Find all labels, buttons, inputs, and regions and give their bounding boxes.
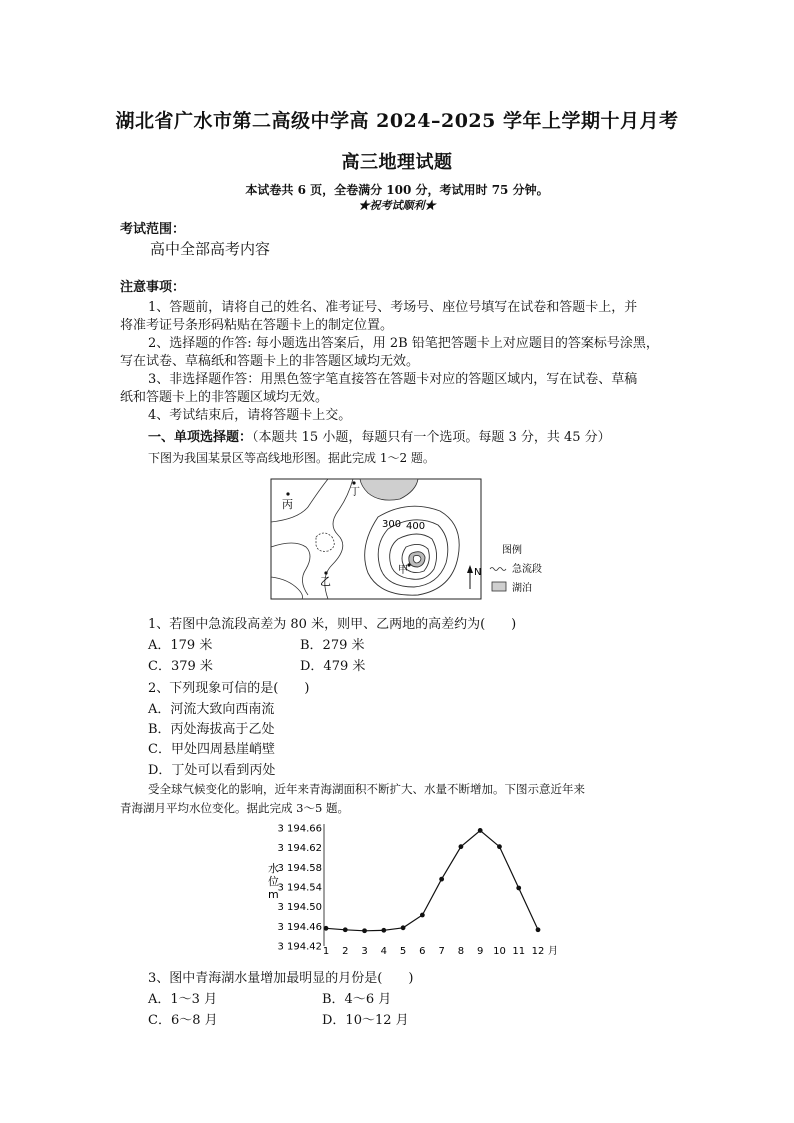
section-desc: （本题共 15 小题，每题只有一个选项。每题 3 分，共 45 分） (252, 430, 611, 445)
legend-rapids: 急流段 (512, 564, 542, 575)
data-point (381, 928, 386, 933)
q1-option-a: A．179 米 (148, 638, 213, 653)
legend-title: 图例 (502, 545, 522, 556)
q2-option-c: C．甲处四周悬崖峭壁 (148, 742, 275, 757)
q2-option-d: D．丁处可以看到丙处 (148, 763, 276, 778)
x-tick-label: 5 (399, 946, 407, 957)
data-point (343, 927, 348, 932)
x-tick-label: 11 (512, 946, 526, 957)
label-bing: 丙 (282, 498, 293, 511)
summit-top (413, 555, 421, 563)
y-axis-label-part3: m (268, 888, 279, 901)
rapids-legend-icon (490, 568, 506, 571)
x-tick-label: 7 (438, 946, 445, 957)
q2-stem: 2、下列现象可信的是( ) (148, 681, 310, 696)
legend-lake: 湖泊 (512, 583, 532, 594)
scope-label: 考试范围： (120, 222, 186, 237)
data-point (420, 913, 425, 918)
q3-option-c: C．6～8 月 (148, 1013, 218, 1028)
x-tick-label: 4 (380, 946, 388, 957)
data-point (497, 844, 502, 849)
q2-option-b: B．丙处海拔高于乙处 (148, 722, 275, 737)
notes-label: 注意事项： (120, 280, 186, 295)
x-tick-label: 10 (493, 946, 506, 957)
x-axis-label: 月 (548, 946, 558, 957)
note-4: 4、考试结束后，请将答题卡上交。 (148, 408, 352, 423)
x-tick-label: 6 (419, 946, 426, 957)
exam-info: 本试卷共 6 页，全卷满分 100 分，考试用时 75 分钟。 (245, 183, 549, 197)
note-1b: 将准考证号条形码粘贴在答题卡上的制定位置。 (120, 318, 394, 333)
q1-option-d: D．479 米 (300, 659, 366, 674)
data-point (536, 927, 541, 932)
y-tick-label: 3 194.50 (277, 902, 322, 914)
data-point (401, 925, 406, 930)
note-1a: 1、答题前，请将自己的姓名、准考证号、考场号、座位号填写在试卷和答题卡上，并 (148, 300, 638, 315)
label-yi: 乙 (320, 575, 331, 588)
q3-option-b: B．4～6 月 (322, 992, 392, 1007)
exam-title: 湖北省广水市第二高级中学高 2024–2025 学年上学期十月月考 (115, 110, 679, 132)
point-ding (352, 481, 355, 484)
x-tick-label: 8 (457, 946, 465, 957)
note-2a: 2、选择题的作答: 每小题选出答案后，用 2B 铅笔把答题卡上对应题目的答案标号涂黑， (148, 336, 659, 351)
water-level-chart (260, 818, 570, 958)
q2-option-a: A．河流大致向西南流 (148, 702, 275, 717)
y-tick-label: 3 194.66 (277, 823, 322, 835)
x-tick-label: 12 (531, 946, 545, 957)
exam-subtitle: 高三地理试题 (341, 152, 453, 173)
section-heading (148, 426, 611, 445)
y-tick-label: 3 194.54 (277, 882, 322, 894)
q1-option-b: B．279 米 (300, 638, 365, 653)
label-contour-300: 300 (382, 519, 402, 530)
y-tick-label: 3 194.62 (277, 843, 322, 855)
y-tick-label: 3 194.46 (277, 921, 322, 933)
label-ding: 丁 (350, 487, 360, 498)
y-axis-label-part1: 水 (268, 862, 279, 875)
q3-option-d: D．10～12 月 (322, 1013, 409, 1028)
x-tick-label: 1 (322, 946, 330, 957)
contour-map (268, 477, 558, 603)
data-point (478, 828, 483, 833)
q3-option-a: A．1～3 月 (148, 992, 218, 1007)
note-3a: 3、非选择题作答：用黑色签字笔直接答在答题卡对应的答题区域内，写在试卷、草稿 (148, 372, 638, 387)
label-jia: 甲 (398, 565, 408, 576)
q1-stem: 1、若图中急流段高差为 80 米，则甲、乙两地的高差约为( ) (148, 617, 517, 632)
y-tick-label: 3 194.42 (277, 941, 322, 953)
data-point (324, 926, 329, 931)
water-level-line (326, 831, 538, 931)
note-3b: 纸和答题卡上的非答题区域均无效。 (120, 390, 329, 405)
x-tick-label: 9 (476, 946, 484, 957)
scope-content: 高中全部高考内容 (150, 240, 271, 258)
note-2b: 写在试卷、草稿纸和答题卡上的非答题区域均无效。 (120, 354, 420, 369)
label-contour-400: 400 (406, 521, 426, 532)
y-tick-label: 3 194.58 (277, 862, 322, 874)
x-tick-label: 3 (361, 946, 368, 957)
data-point (439, 877, 444, 882)
x-tick-label: 2 (342, 946, 349, 957)
section-label: 一、单项选择题： (148, 430, 253, 445)
data-point (362, 928, 367, 933)
data-point (516, 886, 521, 891)
q3-stem: 3、图中青海湖水量增加最明显的月份是( ) (148, 971, 414, 986)
intro-q3-5-line1: 受全球气候变化的影响，近年来青海湖面积不断扩大、水量不断增加。下图示意近年来 (148, 782, 585, 796)
data-point (459, 844, 464, 849)
y-axis-label-part2: 位 (268, 875, 279, 888)
exam-wish: ★祝考试顺利★ (358, 199, 436, 212)
point-bing (286, 492, 289, 495)
north-label: N (474, 567, 482, 578)
lake-legend-icon (492, 582, 506, 591)
q1-option-c: C．379 米 (148, 659, 213, 674)
intro-q3-5-line2: 青海湖月平均水位变化。据此完成 3～5 题。 (120, 801, 349, 815)
intro-q1-2: 下图为我国某景区等高线地形图。据此完成 1～2 题。 (148, 451, 435, 465)
